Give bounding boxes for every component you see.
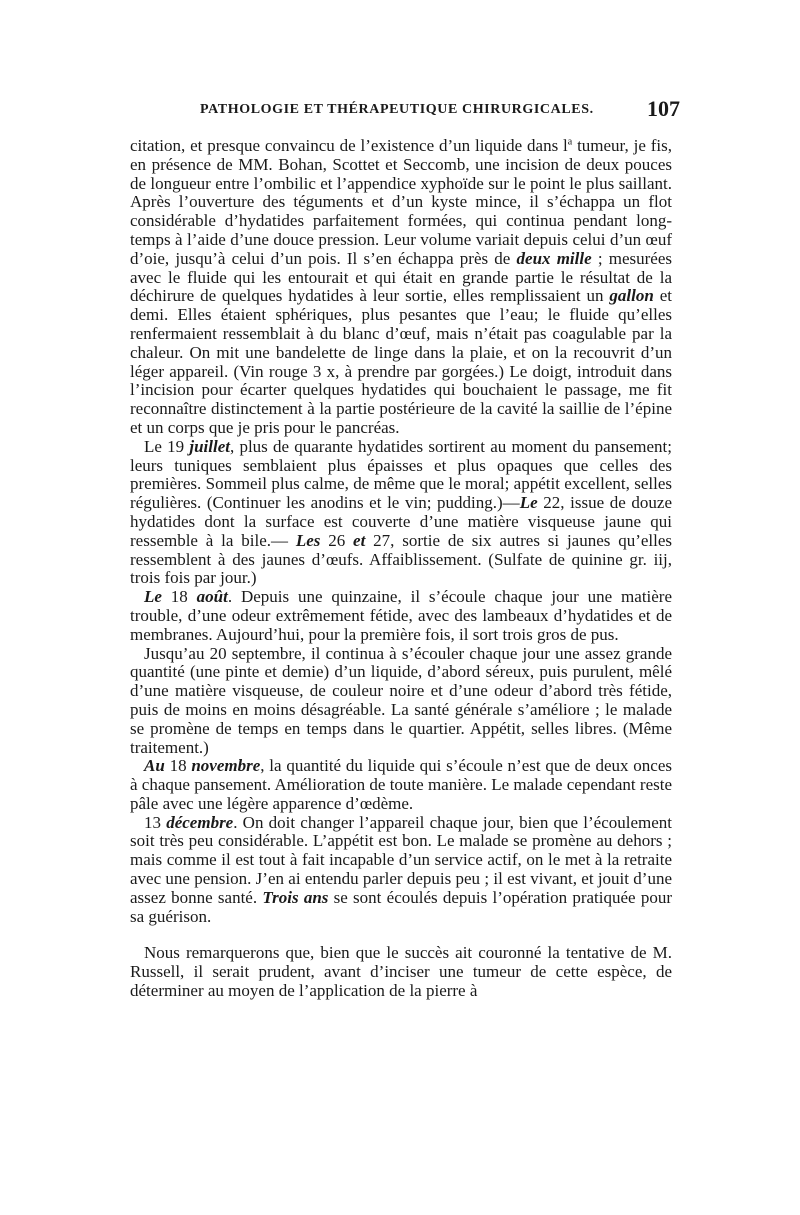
page-number: 107 [647,96,680,121]
paragraph-7: Nous remarquerons que, bien que le succès ait couronné la tentative de M. Russell, il serait prudent, avant d’inciser une tumeur de cette espèce, de déterminer au moyen de l’application de la pierre à [130,943,672,1001]
paragraph-4: Jusqu’au 20 septembre, il continua à s’écouler chaque jour une assez grande quantité (une pinte et demie) d’un liquide, d’abord séreux, puis purulent, mêlé d’une matière visqueuse, de couleur noire et d’une odeur d’abord très fétide, puis de moins en moins désagréable. La santé générale s’améliore ; le malade se promène de temps en temps dans le quartier. Appétit, selles libres. (Même traitement.) [130,643,672,757]
page-header [200,96,680,126]
paragraph-3: Le 18 août. Depuis une quinzaine, il s’écoule chaque jour une matière trouble, d’une odeur extrêmement fétide, avec des lambeaux d’hydatides et de membranes. Aujourd’hui, pour la première fois, il sort trois gros de pus. [130,587,673,644]
paragraph-2: Le 19 juillet, plus de quarante hydatides sortirent au moment du pansement; leurs tuniques semblaient plus épaisses et plus opaques que celles des premières. Sommeil plus calme, de même que le moral; appétit excellent, selles régulières. (Continuer les anodins et le vin; pudding.)—Le 22, issue de douze hydatides dont la surface est couverte d’une matière visqueuse jaune qui ressemble à la bile.— Les 26 et 27, sortie de six autres si jaunes qu’elles ressemblent à des jaunes d’œufs. Affaiblissement. (Sulfate de quinine gr. iij, trois fois par jour.) [130,436,673,588]
running-head: PATHOLOGIE ET THÉRAPEUTIQUE CHIRURGICALES. [200,102,594,117]
paragraph-6: 13 décembre. On doit changer l’appareil chaque jour, bien que l’écoulement soit très peu considérable. L’appétit est bon. Le malade se promène au dehors ; mais comme il est tout à fait incapable d’un service actif, on le met à la retraite avec une pension. J’en ai entendu parler depuis peu ; il est vivant, et jouit d’une assez bonne santé. Trois ans se sont écoulés depuis l’opération pratiquée pour sa guérison. [130,812,673,926]
paragraph-1: citation, et presque convaincu de l’existence d’un liquide dans $l^a$ tumeur, je fis, en présence de MM. Bohan, Scottet et Seccomb, une incision de deux pouces de longueur entre l’ombilic et l’appendice xyphoïde sur le point le plus saillant. Après l’ouverture des téguments et d’un kyste mince, il s’échappa un flot considérable d’hydatides parfaitement formées, qui continua pendant long-temps à l’aide d’une douce pression. Leur volume variait depuis celui d’un œuf d’oie, jusqu’à celui d’un pois. Il s’en échappa près de deux mille ; mesurées avec le fluide qui les entourait et qui était en grande partie le résultat de la déchirure de quelques hydatides à leur sortie, elles remplissaient un gallon et demi. Elles étaient sphériques, plus pesantes que l’eau; le fluide qu’elles renfermaient ressemblait à du blanc d’œuf, mais n’était pas coagulable par la chaleur. On mit une bandelette de linge dans la plaie, et on la recouvrit d’un léger appareil. (Vin rouge 3 x, à prendre par gorgées.) Le doigt, introduit dans l’incision pour écarter quelques hydatides qui bouchaient le passage, me fit reconnaître distinctement à la partie postérieure de la cavité la saillie de l’épine et un corps que je pris pour le pancréas. [130,136,672,437]
paragraph-5: Au 18 novembre, la quantité du liquide qui s’écoule n’est que de deux onces à chaque pansement. Amélioration de toute manière. Le malade cependant reste pâle avec une légère apparence d’œdème. [130,756,672,813]
body-text [130,137,672,1001]
